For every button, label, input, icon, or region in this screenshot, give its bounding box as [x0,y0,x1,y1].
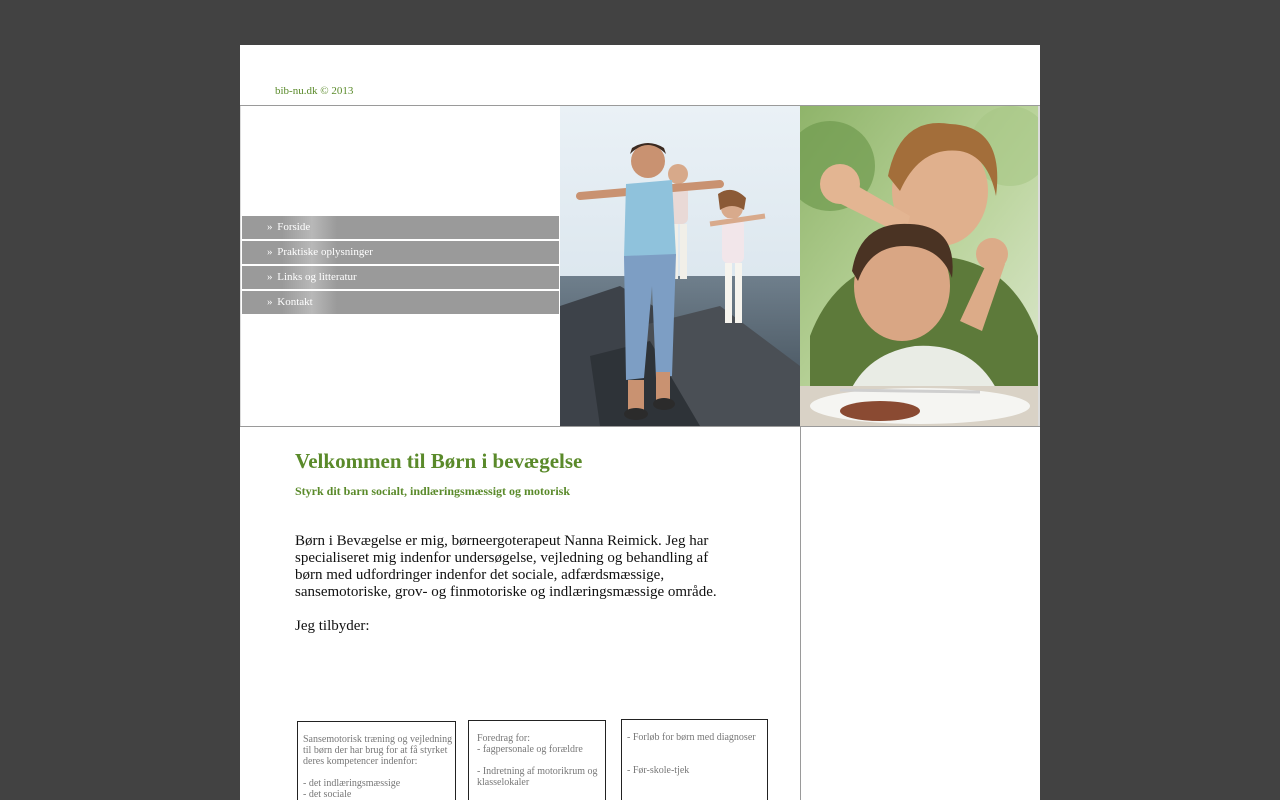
menu-item-kontakt[interactable] [242,291,559,314]
chevron-right-icon: » [267,296,273,308]
chevron-right-icon: » [267,221,273,233]
main-content [295,448,745,635]
service-box-programs [621,719,768,800]
intro-paragraph: Børn i Bevægelse er mig, børneergoterapeut Nanna Reimick. Jeg har specialiseret mig indenfor undersøgelse, vejledning og behandling af børn med udfordringer indenfor det sociale, adfærdsmæssige, sansemotoriske, grov- og finmotoriske og indlæringsmæssige område. [295,533,717,600]
menu-item-links-og-litteratur[interactable] [242,266,559,289]
service-box-text: Sansemotorisk træning og vejledning til børn der har brug for at få styrket deres kompetencer indenfor: - det indlæringsmæssige - det sociale [303,734,453,800]
service-box-text: - Forløb for børn med diagnoser - Før-skole-tjek [627,732,756,776]
navigation-panel [240,106,561,426]
main-menu [242,216,559,316]
chevron-right-icon: » [267,271,273,283]
menu-item-forside[interactable] [242,216,559,239]
page-container [240,45,1040,800]
menu-item-label: Praktiske oplysninger [277,246,373,258]
menu-item-praktiske-oplysninger[interactable] [242,241,559,264]
menu-item-label: Kontakt [277,296,313,308]
service-box-training [297,721,456,800]
copyright-text: bib-nu.dk © 2013 [275,85,354,97]
service-box-lectures [468,720,606,800]
page-title: Velkommen til Børn i bevægelse [295,449,583,473]
menu-item-label: Links og litteratur [277,271,357,283]
content-divider [240,426,1040,427]
chevron-right-icon: » [267,246,273,258]
children-running-on-pier-photo [560,106,800,426]
children-thumbs-up-photo [800,106,1038,426]
sidebar-divider [800,427,801,800]
photo-separator [1038,106,1040,426]
service-box-text: Foredrag for: - fagpersonale og forældre - Indretning af motorikrum og klasselokaler [477,733,598,788]
header [240,45,1040,106]
menu-item-label: Forside [277,221,311,233]
page-subtitle: Styrk dit barn socialt, indlæringsmæssigt og motorisk [295,484,571,498]
offer-lead: Jeg tilbyder: [295,618,370,634]
